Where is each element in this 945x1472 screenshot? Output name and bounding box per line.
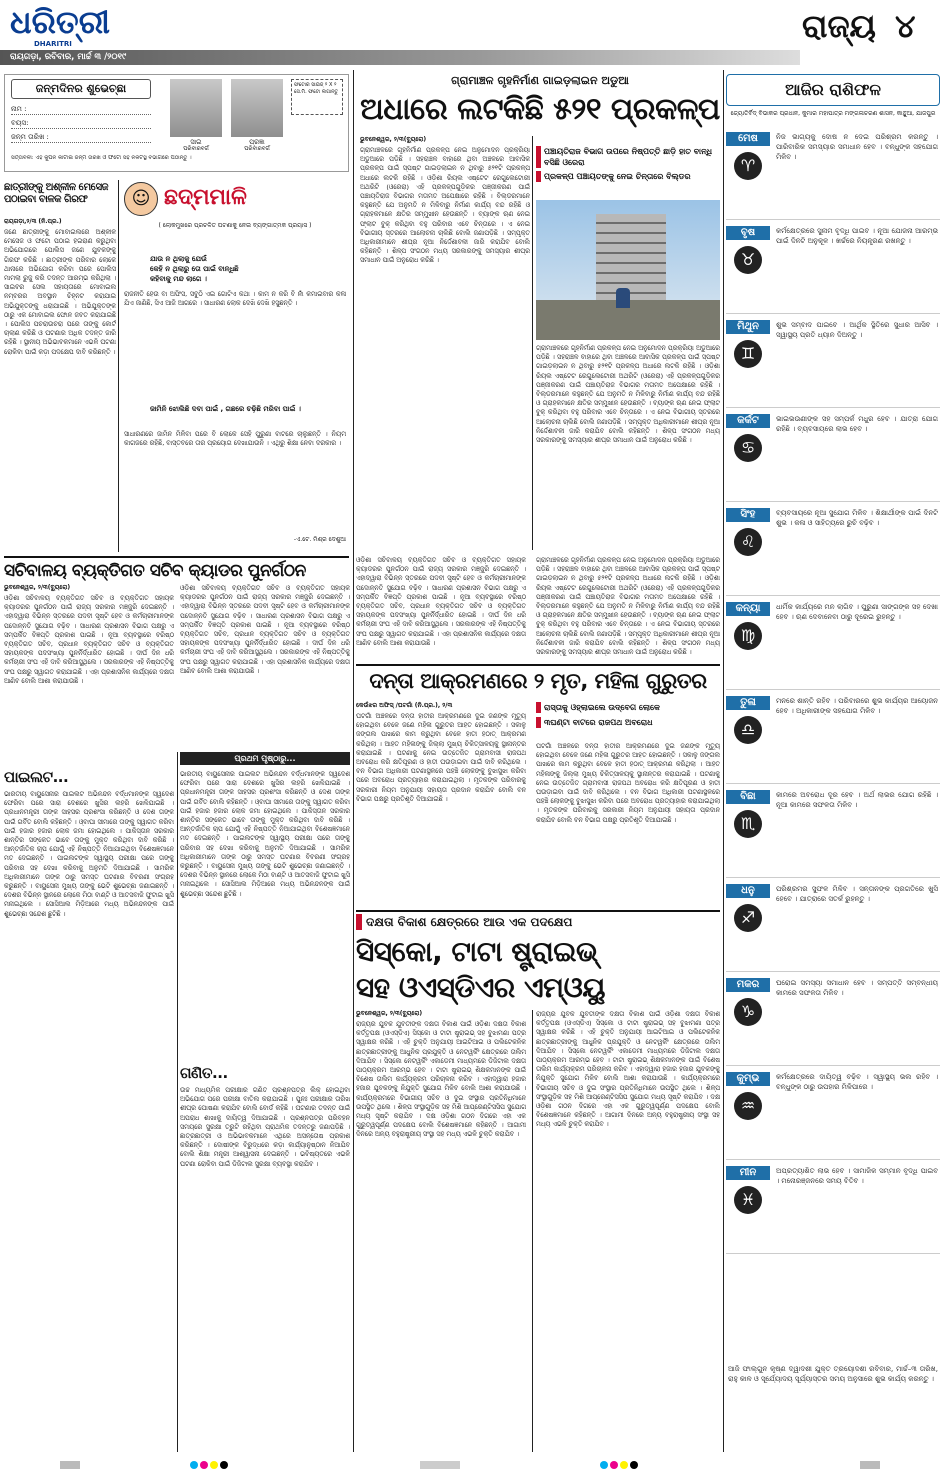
sachib-rule [4,556,349,558]
rashiphala-list [726,130,940,1260]
prathama-label: ପ୍ରଥମ ପୃଷ୍ଠାରୁ... [180,752,350,765]
yojana-highlight-box [536,146,720,198]
rashi-label: ମିଥୁନ [726,320,770,334]
rashi-row [726,506,940,596]
rashi-row [726,600,940,690]
cisco-headline-1: ସିସ୍‌କୋ, ଟାଟା ଷ୍ଟ୍ରାଇଭ୍ [356,935,598,968]
birthday-footnote: ସର୍ତ୍ତାବଳୀ: ଏହି କୁପନ କାଟାଇ ଜନ୍ମ ତାରିଖ ଓ ଫଟୋ ସହ ନିକଟସ୍ଥ ବିଭାଗରେ ପଠାନ୍ତୁ । [11,155,192,161]
zodiac-icon: ♓ [734,1186,762,1214]
rashi-row [726,412,940,502]
chhatra-dateline: ରାୟଗଡ଼ା,୨/୩ (ନି.ପ୍ର.) [4,218,62,225]
child-photo-1 [170,79,222,137]
danta-highlight-box [536,702,720,738]
rashi-text: ପରିଶ୍ରମର ସୁଫଳ ମିଳିବ । ସନ୍ତାନଙ୍କ ପ୍ରଗତିରେ ଖୁସି ହେବେ । ଯାତ୍ରାରେ ସତର୍କ ରୁହନ୍ତୁ । [776,885,938,903]
masthead [0,0,945,68]
left-col-divider [118,180,119,552]
zodiac-icon: ♋ [734,434,762,462]
rashi-row [726,318,940,408]
rashi-row [726,694,940,784]
poem-line-1: ଯାଉ ନ ଥିଲାକୁ ଯେଉଁ [150,255,207,263]
cisco-headline-2: ସହ ଓଏସ୍‌ଡିଏର ଏମ୍‌ଓୟୁ [356,971,605,1004]
chhadmamali-logo-icon: ☺ [124,182,158,216]
yojana-highlight-1: ପଞ୍ଚାୟତିରାଜ ବିଭାଗ ଉପରେ ନିଷ୍ପତ୍ତି ଛାଡ଼ି ହାତ ବାନ୍ଧି ବସିଛି ଓରେରା [536,146,720,168]
dateline: ରାୟଗଡ଼ା, ରବିବାର, ମାର୍ଚ୍ଚ ୩ /୨୦୧୯ [10,52,127,62]
pilot-body: ଭାରତୀୟ ବାୟୁସେନାର ପାଇଲଟ ଅଭିନନ୍ଦନ ବର୍ଦ୍ଧମାନଙ୍କ ସ୍ୱଦେଶ ଫେରିବା ପରେ ସାରା ଦେଶରେ ଖୁସିର ଲହରି ଖେଳିଯାଇଛି । ପ୍ରଧାନମନ୍ତ୍ରୀ ତାଙ୍କ ସାହସର ପ୍ରଶଂସା କରିଛନ୍ତି ଓ ଦେଶ ତାଙ୍କ ପାଇଁ ଗର୍ବିତ ବୋଲି କହିଛନ୍ତି । ଓ୍ବାଘା ସୀମାରେ ତାଙ୍କୁ ସ୍ୱାଗତ କରିବା ପାଇଁ ହଜାର ହଜାର ଲୋକ ଜମା ହୋଇଥିଲେ । ପାକିସ୍ତାନ ସରକାର ଶାନ୍ତିର ସଙ୍କେତ ଭାବେ ତାଙ୍କୁ ମୁକ୍ତ କରିଥିବା ଦାବି କରିଛି । ଆନ୍ତର୍ଜାତିକ ଚାପ ଯୋଗୁଁ ଏହି ନିଷ୍ପତ୍ତି ନିଆଯାଇଥିବା ବିଶେଷଜ୍ଞମାନେ ମତ ଦେଇଛନ୍ତି । ପାଇଲଟଙ୍କ ସ୍ୱାସ୍ଥ୍ୟ ପରୀକ୍ଷା ପରେ ତାଙ୍କୁ ପରିବାର ସହ ଦେଖା କରିବାକୁ ଅନୁମତି ଦିଆଯାଇଛି । ସାମରିକ ଅଧିକାରୀମାନେ ତାଙ୍କ ଠାରୁ ସମସ୍ତ ଘଟଣାର ବିବରଣୀ ସଂଗ୍ରହ କରୁଛନ୍ତି । ବାୟୁସେନା ମୁଖ୍ୟ ତାଙ୍କୁ ଭେଟି ଶୁଭେଚ୍ଛା ଜଣାଇଛନ୍ତି । ଦେଶର ବିଭିନ୍ନ ସ୍ଥାନରେ ଲୋକେ ମିଠା ବାଣ୍ଟି ଓ ଆତସବାଜି ଫୁଟାଇ ଖୁସି ମନାଇଥିଲେ । ସୋସିଆଲ ମିଡ଼ିଆରେ ମଧ୍ୟ ଅଭିନନ୍ଦନଙ୍କ ପାଇଁ ଶୁଭେଚ୍ଛା ସନ୍ଦେଶ ଛୁଟିଛି । [4,790,174,918]
yojana-highlight-2: ପ୍ରକଳ୍ପ ପଞ୍ଚାୟତଙ୍କୁ ନେଇ ଚିନ୍ତାରେ ବିଲ୍ଡର [536,171,720,182]
cisco-body-2-text: ରାଜ୍ୟର ଯୁବକ ଯୁବତୀଙ୍କ ଦକ୍ଷତା ବିକାଶ ପାଇଁ ଓଡ଼ିଶା ଦକ୍ଷତା ବିକାଶ କର୍ତ୍ତୃପକ୍ଷ (ଓଏସ୍‌ଡିଏ) ସିସ୍‌କୋ ଓ ଟାଟା ଷ୍ଟ୍ରାଇଭ୍ ସହ ବୁଝାମଣା ପତ୍ର ସ୍ୱାକ୍ଷର କରିଛି । ଏହି ଚୁକ୍ତି ଅନୁଯାୟୀ ଆଇଟିଆଇ ଓ ପଲିଟେକନିକ ଛାତ୍ରଛାତ୍ରୀଙ୍କୁ ଆଧୁନିକ ପ୍ରଯୁକ୍ତି ଓ ନେଟୱର୍କିଂ କ୍ଷେତ୍ରରେ ତାଲିମ ଦିଆଯିବ । ସିସ୍‌କୋ ନେଟୱର୍କିଂ ଏକାଡେମୀ ମାଧ୍ୟମରେ ଡିଜିଟାଲ ଦକ୍ଷତା ପାଠ୍ୟକ୍ରମ ଆରମ୍ଭ ହେବ । ଟାଟା ଷ୍ଟ୍ରାଇଭ୍ ଶିକ୍ଷକମାନଙ୍କ ପାଇଁ ବିଶେଷ ତାଲିମ କାର୍ଯ୍ୟକ୍ରମ ପରିଚାଳନା କରିବ । ଏହାଦ୍ୱାରା ହଜାର ହଜାର ଯୁବକଙ୍କୁ ନିଯୁକ୍ତି ସୁଯୋଗ ମିଳିବ ବୋଲି ଆଶା କରାଯାଉଛି । କାର୍ଯ୍ୟକ୍ରମରେ ବିଭାଗୀୟ ସଚିବ ଓ ଦୁଇ ସଂସ୍ଥାର ପ୍ରତିନିଧିମାନେ ଉପସ୍ଥିତ ଥିଲେ । ଶିଳ୍ପ ସଂସ୍ଥାଗୁଡ଼ିକ ସହ ମିଶି ଆପ୍ରେଣ୍ଟିସସିପ ସୁଯୋଗ ମଧ୍ୟ ସୃଷ୍ଟି କରାଯିବ । ଦକ୍ଷ ଓଡ଼ିଶା ଗଠନ ଦିଗରେ ଏହା ଏକ ଗୁରୁତ୍ୱପୂର୍ଣ୍ଣ ପଦକ୍ଷେପ ବୋଲି ବିଶେଷଜ୍ଞମାନେ କହିଛନ୍ତି । ଆଗାମୀ ଦିନରେ ଅନ୍ୟ ବହୁରାଷ୍ଟ୍ରୀୟ ସଂସ୍ଥା ସହ ମଧ୍ୟ ଏଭଳି ଚୁକ୍ତି କରାଯିବ । [536,1010,720,1129]
center-divider-1 [532,136,533,550]
logo-text: ଧରିତ୍ରୀ [10,3,110,41]
poem-line-3: କହିବାକୁ ମନ୍ଦ ଲାଗେ । [150,275,207,283]
rashi-text: ଘରୋଇ ସମସ୍ୟା ସମାଧାନ ହେବ । ସମ୍ପତ୍ତି ସମ୍ବନ୍ଧୀୟ କାମରେ ସଫଳତା ମିଳିବ । [776,979,938,997]
footer-registration [0,1458,945,1472]
rashi-label: ଧନୁ [726,884,770,898]
child-photo-2 [231,79,283,137]
child-name-1: ସାଇ [190,138,202,146]
rashi-row [726,224,940,314]
rashiphala-title: ଆଜିର ରାଶିଫଳ [726,74,940,106]
yojana-dateline: ଭୁବନେଶ୍ୱର, ୨/୩(ବ୍ୟୁରୋ) [360,136,427,143]
cisco-divider [532,1010,533,1452]
chhadmamali-body-2: ସାଧାରଣରେ ଜାମିନ ମିଳିବା ପରେ ବି ଲୋକେ ସେହି ପୁରୁଣା ବାଟରେ ଚାଲୁଛନ୍ତି । ନିୟମ କାଗଜରେ ରହିଛି, ବାସ୍ତବରେ ତାର ପ୍ରୟୋଗ ଦେଖାଯାଉନି । ଏଥିରୁ ଶିକ୍ଷା ନେବା ଦରକାର । [124,430,346,448]
rashi-label: କନ୍ୟା [726,602,770,616]
zodiac-icon: ♏ [734,810,762,838]
rashi-label: ମୀନ [726,1166,770,1180]
rashi-text: ବ୍ୟବସାୟରେ ନୂଆ ସୁଯୋଗ ମିଳିବ । ଶିକ୍ଷାର୍ଥୀଙ୍କ ପାଇଁ ଦିନଟି ଶୁଭ । କଳା ଓ ସାହିତ୍ୟରେ ରୁଚି ବଢ଼ିବ । [776,509,938,527]
cisco-rule [356,910,720,912]
child-name-2: ପ୍ରଜ୍ଞା [249,138,265,146]
rashi-text: କର୍ମକ୍ଷେତ୍ରରେ ସୁନାମ ବୃଦ୍ଧି ପାଇବ । ନୂଆ ଯୋଜନା ଆରମ୍ଭ ପାଇଁ ଦିନଟି ଅନୁକୂଳ । ଖର୍ଚ୍ଚରେ ନିୟନ୍ତ୍ରଣ ରଖନ୍ତୁ । [776,227,938,245]
newspaper-logo [10,4,160,48]
sachib-body-2-text: ଓଡ଼ିଶା ସଚିବାଳୟ ବ୍ୟକ୍ତିଗତ ସଚିବ ଓ ବ୍ୟକ୍ତିଗତ ସହାୟକ କ୍ୟାଡରର ପୁନର୍ଗଠନ ପାଇଁ ରାଜ୍ୟ ସରକାର ମଞ୍ଜୁରି ଦେଇଛନ୍ତି । ଏହାଦ୍ୱାରା ବିଭିନ୍ନ ସ୍ତରରେ ପଦବୀ ସୃଷ୍ଟି ହେବ ଓ କର୍ମଚାରୀମାନଙ୍କ ପଦୋନ୍ନତି ସୁଯୋଗ ବଢ଼ିବ । ସାଧାରଣ ପ୍ରଶାସନ ବିଭାଗ ପକ୍ଷରୁ ଏ ସମ୍ପର୍କିତ ବିଜ୍ଞପ୍ତି ପ୍ରକାଶ ପାଇଛି । ନୂଆ ବ୍ୟବସ୍ଥାରେ ବରିଷ୍ଠ ବ୍ୟକ୍ତିଗତ ସଚିବ, ପ୍ରଧାନ ବ୍ୟକ୍ତିଗତ ସଚିବ ଓ ବ୍ୟକ୍ତିଗତ ସହାୟକଙ୍କ ପଦସଂଖ୍ୟା ପୁନର୍ନିର୍ଦ୍ଧାରିତ ହୋଇଛି । ଦୀର୍ଘ ଦିନ ଧରି କର୍ମଚାରୀ ସଂଘ ଏହି ଦାବି କରିଆସୁଥିଲେ । ସରକାରଙ୍କ ଏହି ନିଷ୍ପତ୍ତିକୁ ସଂଘ ପକ୍ଷରୁ ସ୍ୱାଗତ କରାଯାଇଛି । ଏହା ପ୍ରଶାସନିକ କାର୍ଯ୍ୟରେ ଦକ୍ଷତା ଆଣିବ ବୋଲି ଆଶା କରାଯାଉଛି । [180,584,350,675]
pilot-divider [177,752,178,1452]
yojana-body: ଗ୍ରାମାଞ୍ଚଳରେ ଗୃହନିର୍ମାଣ ପ୍ରକଳ୍ପ ନେଇ ଅନୁମୋଦନ ପ୍ରକ୍ରିୟା ଅଡୁଆରେ ପଡ଼ିଛି । ସହରାଞ୍ଚଳ ବାହାରେ ଥିବା ଅଞ୍ଚଳରେ ଆବାସିକ ପ୍ରକଳ୍ପ ପାଇଁ ସ୍ପଷ୍ଟ ଗାଇଡ଼ଲାଇନ ନ ଥିବାରୁ ୫୨୧ଟି ପ୍ରକଳ୍ପ ଅଧାରେ ଲଟକି ରହିଛି । ଓଡ଼ିଶା ରିୟଲ ଏଷ୍ଟେଟ ରେଗୁଲେଟୋରୀ ଅଥରିଟି (ଓରେରା) ଏହି ପ୍ରକଳ୍ପଗୁଡ଼ିକର ପଞ୍ଜୀକରଣ ପାଇଁ ପଞ୍ଚାୟତିରାଜ ବିଭାଗର ମତାମତ ଅପେକ୍ଷାରେ ରହିଛି । ବିଲ୍ଡରମାନେ କହୁଛନ୍ତି ଯେ ଅନୁମତି ନ ମିଳିବାରୁ ନିର୍ମାଣ କାର୍ଯ୍ୟ ବନ୍ଦ ରହିଛି ଓ ଗ୍ରାହକମାନେ କ୍ଷତିର ସମ୍ମୁଖୀନ ହେଉଛନ୍ତି । ବ୍ୟାଙ୍କ ଋଣ ନେଇ ଫ୍ଲାଟ ବୁକ୍ କରିଥିବା ବହୁ ପରିବାର ଏବେ ଚିନ୍ତାରେ । ଏ ନେଇ ବିଭାଗୀୟ ସ୍ତରରେ ଆଲୋଚନା ଚାଲିଛି ବୋଲି ଜଣାପଡ଼ିଛି । ସମ୍ପୃକ୍ତ ଅଧିକାରୀମାନେ ଶୀଘ୍ର ନୂଆ ନିର୍ଦ୍ଦେଶାବଳୀ ଜାରି କରାଯିବ ବୋଲି କହିଛନ୍ତି । ଶିଳ୍ପ ସଂଗଠନ ମଧ୍ୟ ସରକାରଙ୍କୁ ସମସ୍ୟାର ଶୀଘ୍ର ସମାଧାନ ପାଇଁ ଅନୁରୋଧ କରିଛି । [360,146,530,265]
birthday-field-name: ନାମ : [11,105,151,115]
yojana-body-tail [536,556,720,660]
yojana-body-cont-text: ଗ୍ରାମାଞ୍ଚଳରେ ଗୃହନିର୍ମାଣ ପ୍ରକଳ୍ପ ନେଇ ଅନୁମୋଦନ ପ୍ରକ୍ରିୟା ଅଡୁଆରେ ପଡ଼ିଛି । ସହରାଞ୍ଚଳ ବାହାରେ ଥିବା ଅଞ୍ଚଳରେ ଆବାସିକ ପ୍ରକଳ୍ପ ପାଇଁ ସ୍ପଷ୍ଟ ଗାଇଡ଼ଲାଇନ ନ ଥିବାରୁ ୫୨୧ଟି ପ୍ରକଳ୍ପ ଅଧାରେ ଲଟକି ରହିଛି । ଓଡ଼ିଶା ରିୟଲ ଏଷ୍ଟେଟ ରେଗୁଲେଟୋରୀ ଅଥରିଟି (ଓରେରା) ଏହି ପ୍ରକଳ୍ପଗୁଡ଼ିକର ପଞ୍ଜୀକରଣ ପାଇଁ ପଞ୍ଚାୟତିରାଜ ବିଭାଗର ମତାମତ ଅପେକ୍ଷାରେ ରହିଛି । ବିଲ୍ଡରମାନେ କହୁଛନ୍ତି ଯେ ଅନୁମତି ନ ମିଳିବାରୁ ନିର୍ମାଣ କାର୍ଯ୍ୟ ବନ୍ଦ ରହିଛି ଓ ଗ୍ରାହକମାନେ କ୍ଷତିର ସମ୍ମୁଖୀନ ହେଉଛନ୍ତି । ବ୍ୟାଙ୍କ ଋଣ ନେଇ ଫ୍ଲାଟ ବୁକ୍ କରିଥିବା ବହୁ ପରିବାର ଏବେ ଚିନ୍ତାରେ । ଏ ନେଇ ବିଭାଗୀୟ ସ୍ତରରେ ଆଲୋଚନା ଚାଲିଛି ବୋଲି ଜଣାପଡ଼ିଛି । ସମ୍ପୃକ୍ତ ଅଧିକାରୀମାନେ ଶୀଘ୍ର ନୂଆ ନିର୍ଦ୍ଦେଶାବଳୀ ଜାରି କରାଯିବ ବୋଲି କହିଛନ୍ତି । ଶିଳ୍ପ ସଂଗଠନ ମଧ୍ୟ ସରକାରଙ୍କୁ ସମସ୍ୟାର ଶୀଘ୍ର ସମାଧାନ ପାଇଁ ଅନୁରୋଧ କରିଛି । [536,344,720,445]
child-relation-1: ପରିବାରବର୍ଗ [183,146,209,152]
chhadmamali-box [120,182,350,552]
chhadmamali-body-1: ରାଜନୀତି ହେଉ ବା ଅଫିସ, ସବୁଠି ଏଇ ଗୋଟିଏ କଥା । କାମ ନ କରି ବି ନାଁ କମାଇବାର କଳା ଯିଏ ଜାଣିଛି, ସିଏ ଆଜି ଆଗରେ । ସାଧାରଣ ଲୋକ ଦେଖି ଦେଖି ହସୁଛନ୍ତି । [124,290,346,308]
zodiac-icon: ♐ [734,904,762,932]
danta-dateline: କେଉଁଝର ଅଫିସ୍ /ଘଟଗାଁ (ନି.ପ୍ର.), ୨/୩ [356,702,453,709]
sachib-dateline: ଭୁବନେଶ୍ୱର, ୨/୩(ବ୍ୟୁରୋ) [4,584,71,591]
zodiac-icon: ♉ [734,246,762,274]
chhatra-headline: ଛାତ୍ରୀଙ୍କୁ ଅଶ୍ଳୀଳ ମେସେଜ ପଠାଇବା ବାଳକ ଗିରଫ [4,182,109,205]
yojana-headline: ଅଧାରେ ଲଟକିଛି ୫୨୧ ପ୍ରକଳ୍ପ [360,92,720,127]
ganita-headline: ଗଣିତ... [180,1064,228,1082]
sachib-body: ଓଡ଼ିଶା ସଚିବାଳୟ ବ୍ୟକ୍ତିଗତ ସଚିବ ଓ ବ୍ୟକ୍ତିଗତ ସହାୟକ କ୍ୟାଡରର ପୁନର୍ଗଠନ ପାଇଁ ରାଜ୍ୟ ସରକାର ମଞ୍ଜୁରି ଦେଇଛନ୍ତି । ଏହାଦ୍ୱାରା ବିଭିନ୍ନ ସ୍ତରରେ ପଦବୀ ସୃଷ୍ଟି ହେବ ଓ କର୍ମଚାରୀମାନଙ୍କ ପଦୋନ୍ନତି ସୁଯୋଗ ବଢ଼ିବ । ସାଧାରଣ ପ୍ରଶାସନ ବିଭାଗ ପକ୍ଷରୁ ଏ ସମ୍ପର୍କିତ ବିଜ୍ଞପ୍ତି ପ୍ରକାଶ ପାଇଛି । ନୂଆ ବ୍ୟବସ୍ଥାରେ ବରିଷ୍ଠ ବ୍ୟକ୍ତିଗତ ସଚିବ, ପ୍ରଧାନ ବ୍ୟକ୍ତିଗତ ସଚିବ ଓ ବ୍ୟକ୍ତିଗତ ସହାୟକଙ୍କ ପଦସଂଖ୍ୟା ପୁନର୍ନିର୍ଦ୍ଧାରିତ ହୋଇଛି । ଦୀର୍ଘ ଦିନ ଧରି କର୍ମଚାରୀ ସଂଘ ଏହି ଦାବି କରିଆସୁଥିଲେ । ସରକାରଙ୍କ ଏହି ନିଷ୍ପତ୍ତିକୁ ସଂଘ ପକ୍ଷରୁ ସ୍ୱାଗତ କରାଯାଇଛି । ଏହା ପ୍ରଶାସନିକ କାର୍ଯ୍ୟରେ ଦକ୍ଷତା ଆଣିବ ବୋଲି ଆଶା କରାଯାଉଛି । [4,594,174,685]
main-divider-right [723,70,724,1452]
main-divider-left [353,70,354,1452]
rashi-text: ଧାର୍ମିକ କାର୍ଯ୍ୟରେ ମନ ଲାଗିବ । ପୁରୁଣା ସାଙ୍ଗଙ୍କ ସହ ଦେଖା ହେବ । ଋଣ ଦେବାନେବା ଠାରୁ ଦୂରେଇ ରୁହନ୍ତୁ । [776,603,938,621]
chhatra-body: ଜଣେ ଛାତ୍ରୀଙ୍କୁ ମୋବାଇଲରେ ଅଶ୍ଳୀଳ ମେସେଜ ଓ ଫଟୋ ପଠାଇ ହଇରାଣ କରୁଥିବା ଅଭିଯୋଗରେ ପୋଲିସ ଜଣେ ଯୁବକଙ୍କୁ ଗିରଫ କରିଛି । ଛାତ୍ରୀଙ୍କ ପରିବାର ଲୋକେ ଥାନାରେ ଅଭିଯୋଗ କରିବା ପରେ ପୋଲିସ ମାମଲା ରୁଜୁ କରି ତଦନ୍ତ ଆରମ୍ଭ କରିଥିଲା । ସାଇବର ସେଲ ସହାୟତାରେ ମୋବାଇଲ ନମ୍ବରର ଅବସ୍ଥାନ ଚିହ୍ନଟ କରାଯାଇ ଅଭିଯୁକ୍ତଙ୍କୁ ଧରାଯାଇଛି । ଅଭିଯୁକ୍ତଙ୍କ ଠାରୁ ଏକ ମୋବାଇଲ ଫୋନ ଜବତ କରାଯାଇଛି । ପୋଲିସ ପଚରାଉଚରା ପରେ ତାଙ୍କୁ କୋର୍ଟ ଚାଲାଣ କରିଛି ଓ ଘଟଣାର ଅଧିକ ତଦନ୍ତ ଜାରି ରହିଛି । ସ୍ଥାନୀୟ ଅଭିଭାବକମାନେ ଏଭଳି ଘଟଣା ରୋକିବା ପାଇଁ କଡ଼ା ପଦକ୍ଷେପ ଦାବି କରିଛନ୍ତି । [4,228,116,356]
child-relation-2: ପରିବାରବର୍ଗ [244,146,270,152]
dateline-bar [0,50,800,65]
sachib-body-3-text: ଓଡ଼ିଶା ସଚିବାଳୟ ବ୍ୟକ୍ତିଗତ ସଚିବ ଓ ବ୍ୟକ୍ତିଗତ ସହାୟକ କ୍ୟାଡରର ପୁନର୍ଗଠନ ପାଇଁ ରାଜ୍ୟ ସରକାର ମଞ୍ଜୁରି ଦେଇଛନ୍ତି । ଏହାଦ୍ୱାରା ବିଭିନ୍ନ ସ୍ତରରେ ପଦବୀ ସୃଷ୍ଟି ହେବ ଓ କର୍ମଚାରୀମାନଙ୍କ ପଦୋନ୍ନତି ସୁଯୋଗ ବଢ଼ିବ । ସାଧାରଣ ପ୍ରଶାସନ ବିଭାଗ ପକ୍ଷରୁ ଏ ସମ୍ପର୍କିତ ବିଜ୍ଞପ୍ତି ପ୍ରକାଶ ପାଇଛି । ନୂଆ ବ୍ୟବସ୍ଥାରେ ବରିଷ୍ଠ ବ୍ୟକ୍ତିଗତ ସଚିବ, ପ୍ରଧାନ ବ୍ୟକ୍ତିଗତ ସଚିବ ଓ ବ୍ୟକ୍ତିଗତ ସହାୟକଙ୍କ ପଦସଂଖ୍ୟା ପୁନର୍ନିର୍ଦ୍ଧାରିତ ହୋଇଛି । ଦୀର୍ଘ ଦିନ ଧରି କର୍ମଚାରୀ ସଂଘ ଏହି ଦାବି କରିଆସୁଥିଲେ । ସରକାରଙ୍କ ଏହି ନିଷ୍ପତ୍ତିକୁ ସଂଘ ପକ୍ଷରୁ ସ୍ୱାଗତ କରାଯାଇଛି । ଏହା ପ୍ରଶାସନିକ କାର୍ଯ୍ୟରେ ଦକ୍ଷତା ଆଣିବ ବୋଲି ଆଶା କରାଯାଉଛି । [356,556,526,647]
chhadmamali-intro: ( ଲୋକମୁଖରେ ପ୍ରଚଳିତ ଘଟଣାକୁ ନେଇ ବ୍ୟଙ୍ଗାତ୍ମକ ପ୍ରୟାସ ) [158,222,312,229]
zodiac-icon: ♊ [734,340,762,368]
zodiac-icon: ♑ [734,998,762,1026]
chhadmamali-signature: -ଏ.ଟେ. ମିଶ୍ର ଦେଶୁଆ [293,536,346,543]
birthday-field-age: ବୟସ: [11,119,151,129]
birthday-title: ଜନ୍ମଦିନର ଶୁଭେଚ୍ଛା [11,79,151,99]
chhadmamali-poem [150,254,330,284]
rashi-text: ଶୁଭ ସମ୍ବାଦ ପାଇବେ । ଆର୍ଥିକ ସ୍ଥିତିରେ ସୁଧାର ଆସିବ । ସ୍ୱାସ୍ଥ୍ୟ ପ୍ରତି ଧ୍ୟାନ ଦିଅନ୍ତୁ । [776,321,938,339]
birthday-field-dob: ଜନ୍ମ ତାରିଖ : [11,133,151,143]
zodiac-icon: ♈ [734,152,762,180]
section-title: ରାଜ୍ୟ [802,7,876,45]
logo-sub: DHARITRI [34,40,72,48]
cisco-body: ରାଜ୍ୟର ଯୁବକ ଯୁବତୀଙ୍କ ଦକ୍ଷତା ବିକାଶ ପାଇଁ ଓଡ଼ିଶା ଦକ୍ଷତା ବିକାଶ କର୍ତ୍ତୃପକ୍ଷ (ଓଏସ୍‌ଡିଏ) ସିସ୍‌କୋ ଓ ଟାଟା ଷ୍ଟ୍ରାଇଭ୍ ସହ ବୁଝାମଣା ପତ୍ର ସ୍ୱାକ୍ଷର କରିଛି । ଏହି ଚୁକ୍ତି ଅନୁଯାୟୀ ଆଇଟିଆଇ ଓ ପଲିଟେକନିକ ଛାତ୍ରଛାତ୍ରୀଙ୍କୁ ଆଧୁନିକ ପ୍ରଯୁକ୍ତି ଓ ନେଟୱର୍କିଂ କ୍ଷେତ୍ରରେ ତାଲିମ ଦିଆଯିବ । ସିସ୍‌କୋ ନେଟୱର୍କିଂ ଏକାଡେମୀ ମାଧ୍ୟମରେ ଡିଜିଟାଲ ଦକ୍ଷତା ପାଠ୍ୟକ୍ରମ ଆରମ୍ଭ ହେବ । ଟାଟା ଷ୍ଟ୍ରାଇଭ୍ ଶିକ୍ଷକମାନଙ୍କ ପାଇଁ ବିଶେଷ ତାଲିମ କାର୍ଯ୍ୟକ୍ରମ ପରିଚାଳନା କରିବ । ଏହାଦ୍ୱାରା ହଜାର ହଜାର ଯୁବକଙ୍କୁ ନିଯୁକ୍ତି ସୁଯୋଗ ମିଳିବ ବୋଲି ଆଶା କରାଯାଉଛି । କାର୍ଯ୍ୟକ୍ରମରେ ବିଭାଗୀୟ ସଚିବ ଓ ଦୁଇ ସଂସ୍ଥାର ପ୍ରତିନିଧିମାନେ ଉପସ୍ଥିତ ଥିଲେ । ଶିଳ୍ପ ସଂସ୍ଥାଗୁଡ଼ିକ ସହ ମିଶି ଆପ୍ରେଣ୍ଟିସସିପ ସୁଯୋଗ ମଧ୍ୟ ସୃଷ୍ଟି କରାଯିବ । ଦକ୍ଷ ଓଡ଼ିଶା ଗଠନ ଦିଗରେ ଏହା ଏକ ଗୁରୁତ୍ୱପୂର୍ଣ୍ଣ ପଦକ୍ଷେପ ବୋଲି ବିଶେଷଜ୍ଞମାନେ କହିଛନ୍ତି । ଆଗାମୀ ଦିନରେ ଅନ୍ୟ ବହୁରାଷ୍ଟ୍ରୀୟ ସଂସ୍ଥା ସହ ମଧ୍ୟ ଏଭଳି ଚୁକ୍ତି କରାଯିବ । [356,1020,526,1139]
danta-rule [356,664,720,666]
cisco-body-2 [536,1010,720,1452]
rashi-label: ମକର [726,978,770,992]
rashi-text: କାମରେ ଅବରୋଧ ଦୂର ହେବ । ଅର୍ଥ ଲାଭର ଯୋଗ ରହିଛି । ନୂଆ କାମରେ ସଫଳତା ମିଳିବ । [776,791,938,809]
rashi-label: ମେଷ [726,132,770,146]
cisco-kicker: ଦକ୍ଷତା ବିକାଶ କ୍ଷେତ୍ରରେ ଆଉ ଏକ ପଦକ୍ଷେପ [356,914,720,930]
danta-highlight-2: ୩ଘଣ୍ଟା ବାଟରେ ରାଜପଥ ଅବରୋଧ [536,717,720,728]
pilot-headline: ପାଇଲଟ... [4,768,69,786]
poem-line-2: କେହି ନ ଥିଲାରୁ ତୋ ପାଇଁ ବାନ୍ଧିଛି [150,265,239,273]
yojana-body-cont [536,344,720,550]
chhadmamali-subhead: ଜାମିନି ଝୋଲିଛି ଦବା ପାଇଁ , ଗଛରେ ଚଢ଼ିଛି ମରିବା ପାଇଁ । [150,405,301,413]
pilot-body-2 [180,770,350,1060]
zodiac-icon: ♒ [734,1092,762,1120]
chhadmamali-title: ଛଦ୍ମମାଳି [164,185,247,210]
pilot-body-2-text: ଭାରତୀୟ ବାୟୁସେନାର ପାଇଲଟ ଅଭିନନ୍ଦନ ବର୍ଦ୍ଧମାନଙ୍କ ସ୍ୱଦେଶ ଫେରିବା ପରେ ସାରା ଦେଶରେ ଖୁସିର ଲହରି ଖେଳିଯାଇଛି । ପ୍ରଧାନମନ୍ତ୍ରୀ ତାଙ୍କ ସାହସର ପ୍ରଶଂସା କରିଛନ୍ତି ଓ ଦେଶ ତାଙ୍କ ପାଇଁ ଗର୍ବିତ ବୋଲି କହିଛନ୍ତି । ଓ୍ବାଘା ସୀମାରେ ତାଙ୍କୁ ସ୍ୱାଗତ କରିବା ପାଇଁ ହଜାର ହଜାର ଲୋକ ଜମା ହୋଇଥିଲେ । ପାକିସ୍ତାନ ସରକାର ଶାନ୍ତିର ସଙ୍କେତ ଭାବେ ତାଙ୍କୁ ମୁକ୍ତ କରିଥିବା ଦାବି କରିଛି । ଆନ୍ତର୍ଜାତିକ ଚାପ ଯୋଗୁଁ ଏହି ନିଷ୍ପତ୍ତି ନିଆଯାଇଥିବା ବିଶେଷଜ୍ଞମାନେ ମତ ଦେଇଛନ୍ତି । ପାଇଲଟଙ୍କ ସ୍ୱାସ୍ଥ୍ୟ ପରୀକ୍ଷା ପରେ ତାଙ୍କୁ ପରିବାର ସହ ଦେଖା କରିବାକୁ ଅନୁମତି ଦିଆଯାଇଛି । ସାମରିକ ଅଧିକାରୀମାନେ ତାଙ୍କ ଠାରୁ ସମସ୍ତ ଘଟଣାର ବିବରଣୀ ସଂଗ୍ରହ କରୁଛନ୍ତି । ବାୟୁସେନା ମୁଖ୍ୟ ତାଙ୍କୁ ଭେଟି ଶୁଭେଚ୍ଛା ଜଣାଇଛନ୍ତି । ଦେଶର ବିଭିନ୍ନ ସ୍ଥାନରେ ଲୋକେ ମିଠା ବାଣ୍ଟି ଓ ଆତସବାଜି ଫୁଟାଇ ଖୁସି ମନାଇଥିଲେ । ସୋସିଆଲ ମିଡ଼ିଆରେ ମଧ୍ୟ ଅଭିନନ୍ଦନଙ୍କ ପାଇଁ ଶୁଭେଚ୍ଛା ସନ୍ଦେଶ ଛୁଟିଛି । [180,770,350,898]
danta-body-2 [536,742,720,906]
rashi-row [726,788,940,878]
rashi-row [726,882,940,972]
zodiac-icon: ♍ [734,622,762,650]
danta-highlight-1: ରାସ୍ତାକୁ ଓହ୍ଲାଇଲେ ଉଦ୍ବେଗ ଲୋକେ [536,702,720,713]
page-number: ୪ [895,7,916,45]
cisco-dateline: ଭୁବନେଶ୍ୱର, ୨/୩(ବ୍ୟୁରୋ) [356,1010,423,1017]
rashi-label: ବିଛା [726,790,770,804]
sachib-headline: ସଚିବାଳୟ ବ୍ୟକ୍ତିଗତ ସଚିବ କ୍ୟାଡର ପୁନର୍ଗଠନ [4,561,306,581]
rashi-text: କର୍ମକ୍ଷେତ୍ରରେ ଦାୟିତ୍ୱ ବଢ଼ିବ । ସ୍ୱାସ୍ଥ୍ୟ ଭଲ ରହିବ । ବନ୍ଧୁଙ୍କ ଠାରୁ ଉପହାର ମିଳିପାରେ । [776,1073,938,1091]
rashi-label: ସିଂହ [726,508,770,522]
danta-headline: ଦନ୍ତା ଆକ୍ରମଣରେ ୨ ମୃତ, ମହିଳା ଗୁରୁତର [369,669,707,693]
yojana-tail-text: ଗ୍ରାମାଞ୍ଚଳରେ ଗୃହନିର୍ମାଣ ପ୍ରକଳ୍ପ ନେଇ ଅନୁମୋଦନ ପ୍ରକ୍ରିୟା ଅଡୁଆରେ ପଡ଼ିଛି । ସହରାଞ୍ଚଳ ବାହାରେ ଥିବା ଅଞ୍ଚଳରେ ଆବାସିକ ପ୍ରକଳ୍ପ ପାଇଁ ସ୍ପଷ୍ଟ ଗାଇଡ଼ଲାଇନ ନ ଥିବାରୁ ୫୨୧ଟି ପ୍ରକଳ୍ପ ଅଧାରେ ଲଟକି ରହିଛି । ଓଡ଼ିଶା ରିୟଲ ଏଷ୍ଟେଟ ରେଗୁଲେଟୋରୀ ଅଥରିଟି (ଓରେରା) ଏହି ପ୍ରକଳ୍ପଗୁଡ଼ିକର ପଞ୍ଜୀକରଣ ପାଇଁ ପଞ୍ଚାୟତିରାଜ ବିଭାଗର ମତାମତ ଅପେକ୍ଷାରେ ରହିଛି । ବିଲ୍ଡରମାନେ କହୁଛନ୍ତି ଯେ ଅନୁମତି ନ ମିଳିବାରୁ ନିର୍ମାଣ କାର୍ଯ୍ୟ ବନ୍ଦ ରହିଛି ଓ ଗ୍ରାହକମାନେ କ୍ଷତିର ସମ୍ମୁଖୀନ ହେଉଛନ୍ତି । ବ୍ୟାଙ୍କ ଋଣ ନେଇ ଫ୍ଲାଟ ବୁକ୍ କରିଥିବା ବହୁ ପରିବାର ଏବେ ଚିନ୍ତାରେ । ଏ ନେଇ ବିଭାଗୀୟ ସ୍ତରରେ ଆଲୋଚନା ଚାଲିଛି ବୋଲି ଜଣାପଡ଼ିଛି । ସମ୍ପୃକ୍ତ ଅଧିକାରୀମାନେ ଶୀଘ୍ର ନୂଆ ନିର୍ଦ୍ଦେଶାବଳୀ ଜାରି କରାଯିବ ବୋଲି କହିଛନ୍ତି । ଶିଳ୍ପ ସଂଗଠନ ମଧ୍ୟ ସରକାରଙ୍କୁ ସମସ୍ୟାର ଶୀଘ୍ର ସମାଧାନ ପାଇଁ ଅନୁରୋଧ କରିଛି । [536,556,720,657]
rashi-text: ଅପ୍ରତ୍ୟାଶିତ ଲାଭ ହେବ । ସାମାଜିକ ସମ୍ମାନ ବୃଦ୍ଧି ପାଇବ । ମନୋରଞ୍ଜନରେ ସମୟ ବିତିବ । [776,1167,938,1185]
panji-text: ଆଜି ଫାଲ୍‌ଗୁନ କୃଷ୍ଣ ଦ୍ୱାଦଶୀ ଯୁକ୍ତ ତ୍ରୟୋଦଶୀ ରବିବାର, ମାର୍ଚ୍ଚ–୩ ତାରିଖ, ରାହୁ କାଳ ଓ ସୂର୍ଯ୍ୟୋଦୟ ସୂର୍ଯ୍ୟାସ୍ତର ସମୟ ଅନୁସାରେ ଶୁଭ କାର୍ଯ୍ୟ କରନ୍ତୁ । [728,1365,938,1383]
birthday-box [4,74,349,172]
ganita-body: ଉଚ୍ଚ ମାଧ୍ୟମିକ ପରୀକ୍ଷାର ଗଣିତ ପ୍ରଶ୍ନପତ୍ର ଲିକ୍ ହୋଇଥିବା ଅଭିଯୋଗ ପରେ ପରୀକ୍ଷା ବାତିଲ କରାଯାଇଛି । ପୁନଃ ପରୀକ୍ଷାର ତାରିଖ ଶୀଘ୍ର ଘୋଷଣା କରାଯିବ ବୋଲି ବୋର୍ଡ କହିଛି । ଘଟଣାର ତଦନ୍ତ ପାଇଁ ଅପରାଧ ଶାଖାକୁ ଦାୟିତ୍ୱ ଦିଆଯାଇଛି । ପ୍ରଶ୍ନପତ୍ର ପରିବହନ ସମୟରେ ସୁରକ୍ଷା ତ୍ରୁଟି ରହିଥିବା ପ୍ରାଥମିକ ତଦନ୍ତରୁ ଜଣାପଡ଼ିଛି । ଛାତ୍ରଛାତ୍ରୀ ଓ ଅଭିଭାବକମାନେ ଏଥିରେ ଅସନ୍ତୋଷ ପ୍ରକାଶ କରିଛନ୍ତି । ଦୋଷୀଙ୍କ ବିରୁଦ୍ଧରେ କଡ଼ା କାର୍ଯ୍ୟାନୁଷ୍ଠାନ ନିଆଯିବ ବୋଲି ଶିକ୍ଷା ମନ୍ତ୍ରୀ ଆଶ୍ୱାସନା ଦେଇଛନ୍ତି । ଭବିଷ୍ୟତରେ ଏଭଳି ଘଟଣା ରୋକିବା ପାଇଁ ଡିଜିଟାଲ ସୁରକ୍ଷା ବ୍ୟବସ୍ଥା କରାଯିବ । [180,1086,350,1168]
sachib-body-2 [180,584,350,746]
rashi-row [726,130,940,220]
danta-body: ଘଟଗାଁ ଅଞ୍ଚଳରେ ଦନ୍ତା ହାତୀର ଆକ୍ରମଣରେ ଦୁଇ ଜଣଙ୍କ ମୃତ୍ୟୁ ହୋଇଥିବା ବେଳେ ଜଣେ ମହିଳା ଗୁରୁତର ଆହତ ହୋଇଛନ୍ତି । ସକାଳୁ ଜଙ୍ଗଲ ପାଖରେ କାମ କରୁଥିବା ବେଳେ ହାତୀ ହଠାତ୍ ଆକ୍ରମଣ କରିଥିଲା । ଆହତ ମହିଳାଙ୍କୁ ଜିଲ୍ଲା ମୁଖ୍ୟ ଚିକିତ୍ସାଳୟକୁ ସ୍ଥାନାନ୍ତର କରାଯାଇଛି । ଘଟଣାକୁ ନେଇ ଉତ୍ତେଜିତ ଗ୍ରାମବାସୀ ରାଜପଥ ଅବରୋଧ କରି କ୍ଷତିପୂରଣ ଓ ହାତୀ ଘଉଡ଼ାଇବା ପାଇଁ ଦାବି କରିଥିଲେ । ବନ ବିଭାଗ ଅଧିକାରୀ ଘଟଣାସ୍ଥଳରେ ପହଞ୍ଚି ଲୋକଙ୍କୁ ବୁଝାସୁଝା କରିବା ପରେ ଅବରୋଧ ପ୍ରତ୍ୟାହାର କରାଯାଇଥିଲା । ମୃତକଙ୍କ ପରିବାରକୁ ସରକାରୀ ନିୟମ ଅନୁଯାୟୀ ସହାୟତା ପ୍ରଦାନ କରାଯିବ ବୋଲି ବନ ବିଭାଗ ପକ୍ଷରୁ ପ୍ରତିଶୃତି ଦିଆଯାଇଛି । [356,712,526,803]
rashi-row [726,976,940,1066]
rashi-label: କର୍କଟ [726,414,770,428]
rashiphala-subtitle: ଜ୍ୟୋତିର୍ବିଦ୍ ବିଭାକର ପ୍ରଧାନ, କୁମାର ମହାପାତ୍ର ମଙ୍ଗଳାଚରଣ ଶାସନ, କାନ୍ଥୁଆ, ଯାଜପୁର [730,110,936,117]
rashi-text: ମନରେ ଶାନ୍ତି ରହିବ । ପରିବାରରେ ଶୁଭ କାର୍ଯ୍ୟର ଆୟୋଜନ ହେବ । ଅଧିକାରୀଙ୍କ ସହଯୋଗ ମିଳିବ । [776,697,938,715]
photo-placeholder: ଫଟୋର ସାଇଜ୍ ୨ X ୨ ସେ.ମି. ଫଟୋ ଲଗାନ୍ତୁ [291,79,343,115]
rashi-text: ନିଜ ଭାଗ୍ୟକୁ ଦୋଷ ନ ଦେଇ ପରିଶ୍ରମ କରନ୍ତୁ । ପାରିବାରିକ ସମସ୍ୟାର ସମାଧାନ ହେବ । ବନ୍ଧୁଙ୍କ ସହଯୋଗ ମିଳିବ । [776,133,938,161]
yojana-kicker: ଗ୍ରାମାଞ୍ଚଳ ଗୃହନିର୍ମାଣ ଗାଇଡ଼ଲାଇନ ଅଡୁଆ [451,74,629,87]
sachib-body-3 [356,556,526,660]
rashi-label: କୁମ୍ଭ [726,1072,770,1086]
rashi-row [726,1164,940,1254]
zodiac-icon: ♌ [734,528,762,556]
rashi-row [726,1070,940,1160]
building-photo [536,200,720,340]
rashi-text: ଭାଇଭଉଣୀଙ୍କ ସହ ସମ୍ପର୍କ ମଧୁର ହେବ । ଯାତ୍ରା ଯୋଗ ରହିଛି । ବ୍ୟବସାୟରେ ଲାଭ ହେବ । [776,415,938,433]
rashi-label: ତୁଳା [726,696,770,710]
danta-body-2-text: ଘଟଗାଁ ଅଞ୍ଚଳରେ ଦନ୍ତା ହାତୀର ଆକ୍ରମଣରେ ଦୁଇ ଜଣଙ୍କ ମୃତ୍ୟୁ ହୋଇଥିବା ବେଳେ ଜଣେ ମହିଳା ଗୁରୁତର ଆହତ ହୋଇଛନ୍ତି । ସକାଳୁ ଜଙ୍ଗଲ ପାଖରେ କାମ କରୁଥିବା ବେଳେ ହାତୀ ହଠାତ୍ ଆକ୍ରମଣ କରିଥିଲା । ଆହତ ମହିଳାଙ୍କୁ ଜିଲ୍ଲା ମୁଖ୍ୟ ଚିକିତ୍ସାଳୟକୁ ସ୍ଥାନାନ୍ତର କରାଯାଇଛି । ଘଟଣାକୁ ନେଇ ଉତ୍ତେଜିତ ଗ୍ରାମବାସୀ ରାଜପଥ ଅବରୋଧ କରି କ୍ଷତିପୂରଣ ଓ ହାତୀ ଘଉଡ଼ାଇବା ପାଇଁ ଦାବି କରିଥିଲେ । ବନ ବିଭାଗ ଅଧିକାରୀ ଘଟଣାସ୍ଥଳରେ ପହଞ୍ଚି ଲୋକଙ୍କୁ ବୁଝାସୁଝା କରିବା ପରେ ଅବରୋଧ ପ୍ରତ୍ୟାହାର କରାଯାଇଥିଲା । ମୃତକଙ୍କ ପରିବାରକୁ ସରକାରୀ ନିୟମ ଅନୁଯାୟୀ ସହାୟତା ପ୍ରଦାନ କରାଯିବ ବୋଲି ବନ ବିଭାଗ ପକ୍ଷରୁ ପ୍ରତିଶୃତି ଦିଆଯାଇଛି । [536,742,720,824]
rashi-label: ବୃଷ [726,226,770,240]
zodiac-icon: ♎ [734,716,762,744]
